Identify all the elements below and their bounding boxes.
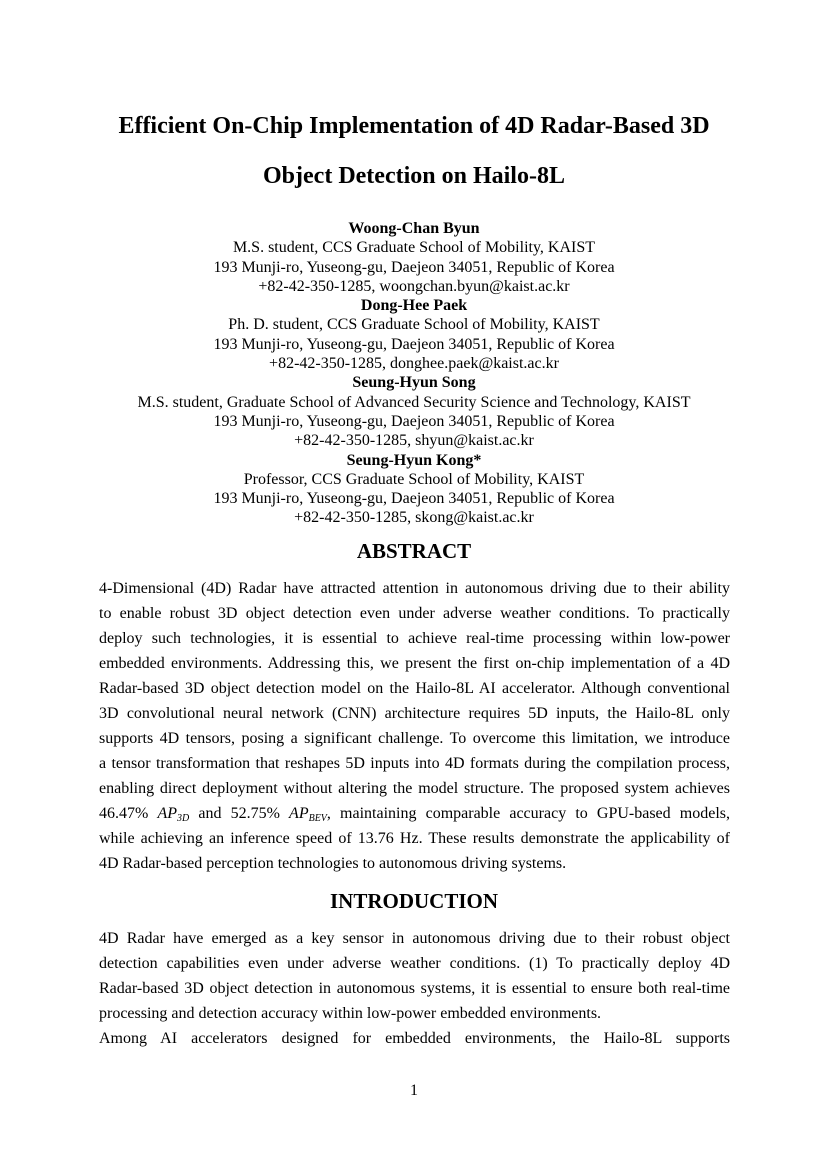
and-word: and (198, 805, 222, 822)
author-affiliation: M.S. student, CCS Graduate School of Mobility, KAIST (232, 239, 596, 257)
author-contact: +82-42-350-1285, woongchan.byun@kaist.ac.kr (258, 277, 570, 295)
abstract-metric-line (99, 801, 730, 826)
paper-title-line-1: Efficient On-Chip Implementation of 4D Radar-Based 3D (118, 113, 710, 139)
intro-line: Radar-based 3D object detection in autonomous systems, it is essential to ensure both real-time (99, 980, 730, 997)
intro-line: Among AI accelerators designed for embedded environments, the Hailo-8L supports (99, 1030, 730, 1047)
author-name: Woong-Chan Byun (348, 220, 480, 237)
abstract-line: 3D convolutional neural network (CNN) architecture requires 5D inputs, the Hailo-8L only (99, 705, 730, 722)
abstract-body (99, 576, 730, 876)
abstract-line: deploy such technologies, it is essential to achieve real-time processing within low-power (99, 630, 730, 647)
ap3d-symbol: $AP_{3D}$ (157, 805, 190, 824)
page-number: 1 (410, 1082, 418, 1099)
author-block (60, 219, 768, 528)
paper-title-line-2: Object Detection on Hailo-8L (263, 163, 565, 189)
author-affiliation: Ph. D. student, CCS Graduate School of Mobility, KAIST (228, 316, 600, 334)
intro-line: detection capabilities even under adverse weather conditions. (1) To practically deploy 4D (99, 955, 730, 972)
author-contact: +82-42-350-1285, skong@kaist.ac.kr (294, 509, 534, 527)
abstract-line: 4D Radar-based perception technologies to autonomous driving systems. (99, 855, 567, 872)
apbev-value: 52.75% (230, 805, 280, 822)
author-name: Seung-Hyun Kong* (346, 451, 482, 469)
apbev-symbol: $AP_{BEV}$ (289, 805, 327, 824)
abstract-heading: ABSTRACT (356, 539, 472, 563)
intro-line: 4D Radar have emerged as a key sensor in autonomous driving due to their robust object (99, 930, 730, 947)
introduction-heading: INTRODUCTION (329, 889, 499, 913)
abstract-line: supports 4D tensors, posing a significant challenge. To overcome this limitation, we introduce (99, 730, 730, 747)
metric-line-rest: , maintaining comparable accuracy to GPU-based models, (326, 805, 730, 822)
author-affiliation: M.S. student, Graduate School of Advanced Security Science and Technology, KAIST (137, 393, 691, 411)
abstract-line: Radar-based 3D object detection model on the Hailo-8L AI accelerator. Although conventional (99, 680, 730, 697)
abstract-line: enabling direct deployment without altering the model structure. The proposed system achieves (99, 780, 730, 797)
ap3d-value: 46.47% (99, 805, 149, 822)
abstract-line: to enable robust 3D object detection even under adverse weather conditions. To practically (99, 605, 730, 622)
author-address: 193 Munji-ro, Yuseong-gu, Daejeon 34051, Republic of Korea (213, 258, 615, 276)
abstract-line: 4-Dimensional (4D) Radar have attracted attention in autonomous driving due to their ability (99, 580, 730, 597)
abstract-line: while achieving an inference speed of 13.76 Hz. These results demonstrate the applicability of (99, 830, 730, 847)
author-contact: +82-42-350-1285, shyun@kaist.ac.kr (294, 432, 534, 450)
author-contact: +82-42-350-1285, donghee.paek@kaist.ac.kr (269, 355, 559, 373)
author-address: 193 Munji-ro, Yuseong-gu, Daejeon 34051, Republic of Korea (213, 490, 615, 508)
abstract-line: embedded environments. Addressing this, we present the first on-chip implementation of a 4D (99, 655, 730, 672)
introduction-body (99, 926, 730, 1051)
author-address: 193 Munji-ro, Yuseong-gu, Daejeon 34051, Republic of Korea (213, 412, 615, 430)
intro-line: processing and detection accuracy within low-power embedded environments. (99, 1005, 602, 1022)
author-address: 193 Munji-ro, Yuseong-gu, Daejeon 34051, Republic of Korea (213, 335, 615, 353)
abstract-line: a tensor transformation that reshapes 5D inputs into 4D formats during the compilation process, (99, 755, 730, 772)
author-name: Seung-Hyun Song (352, 374, 476, 392)
author-name: Dong-Hee Paek (360, 297, 468, 315)
author-affiliation: Professor, CCS Graduate School of Mobility, KAIST (243, 470, 585, 488)
